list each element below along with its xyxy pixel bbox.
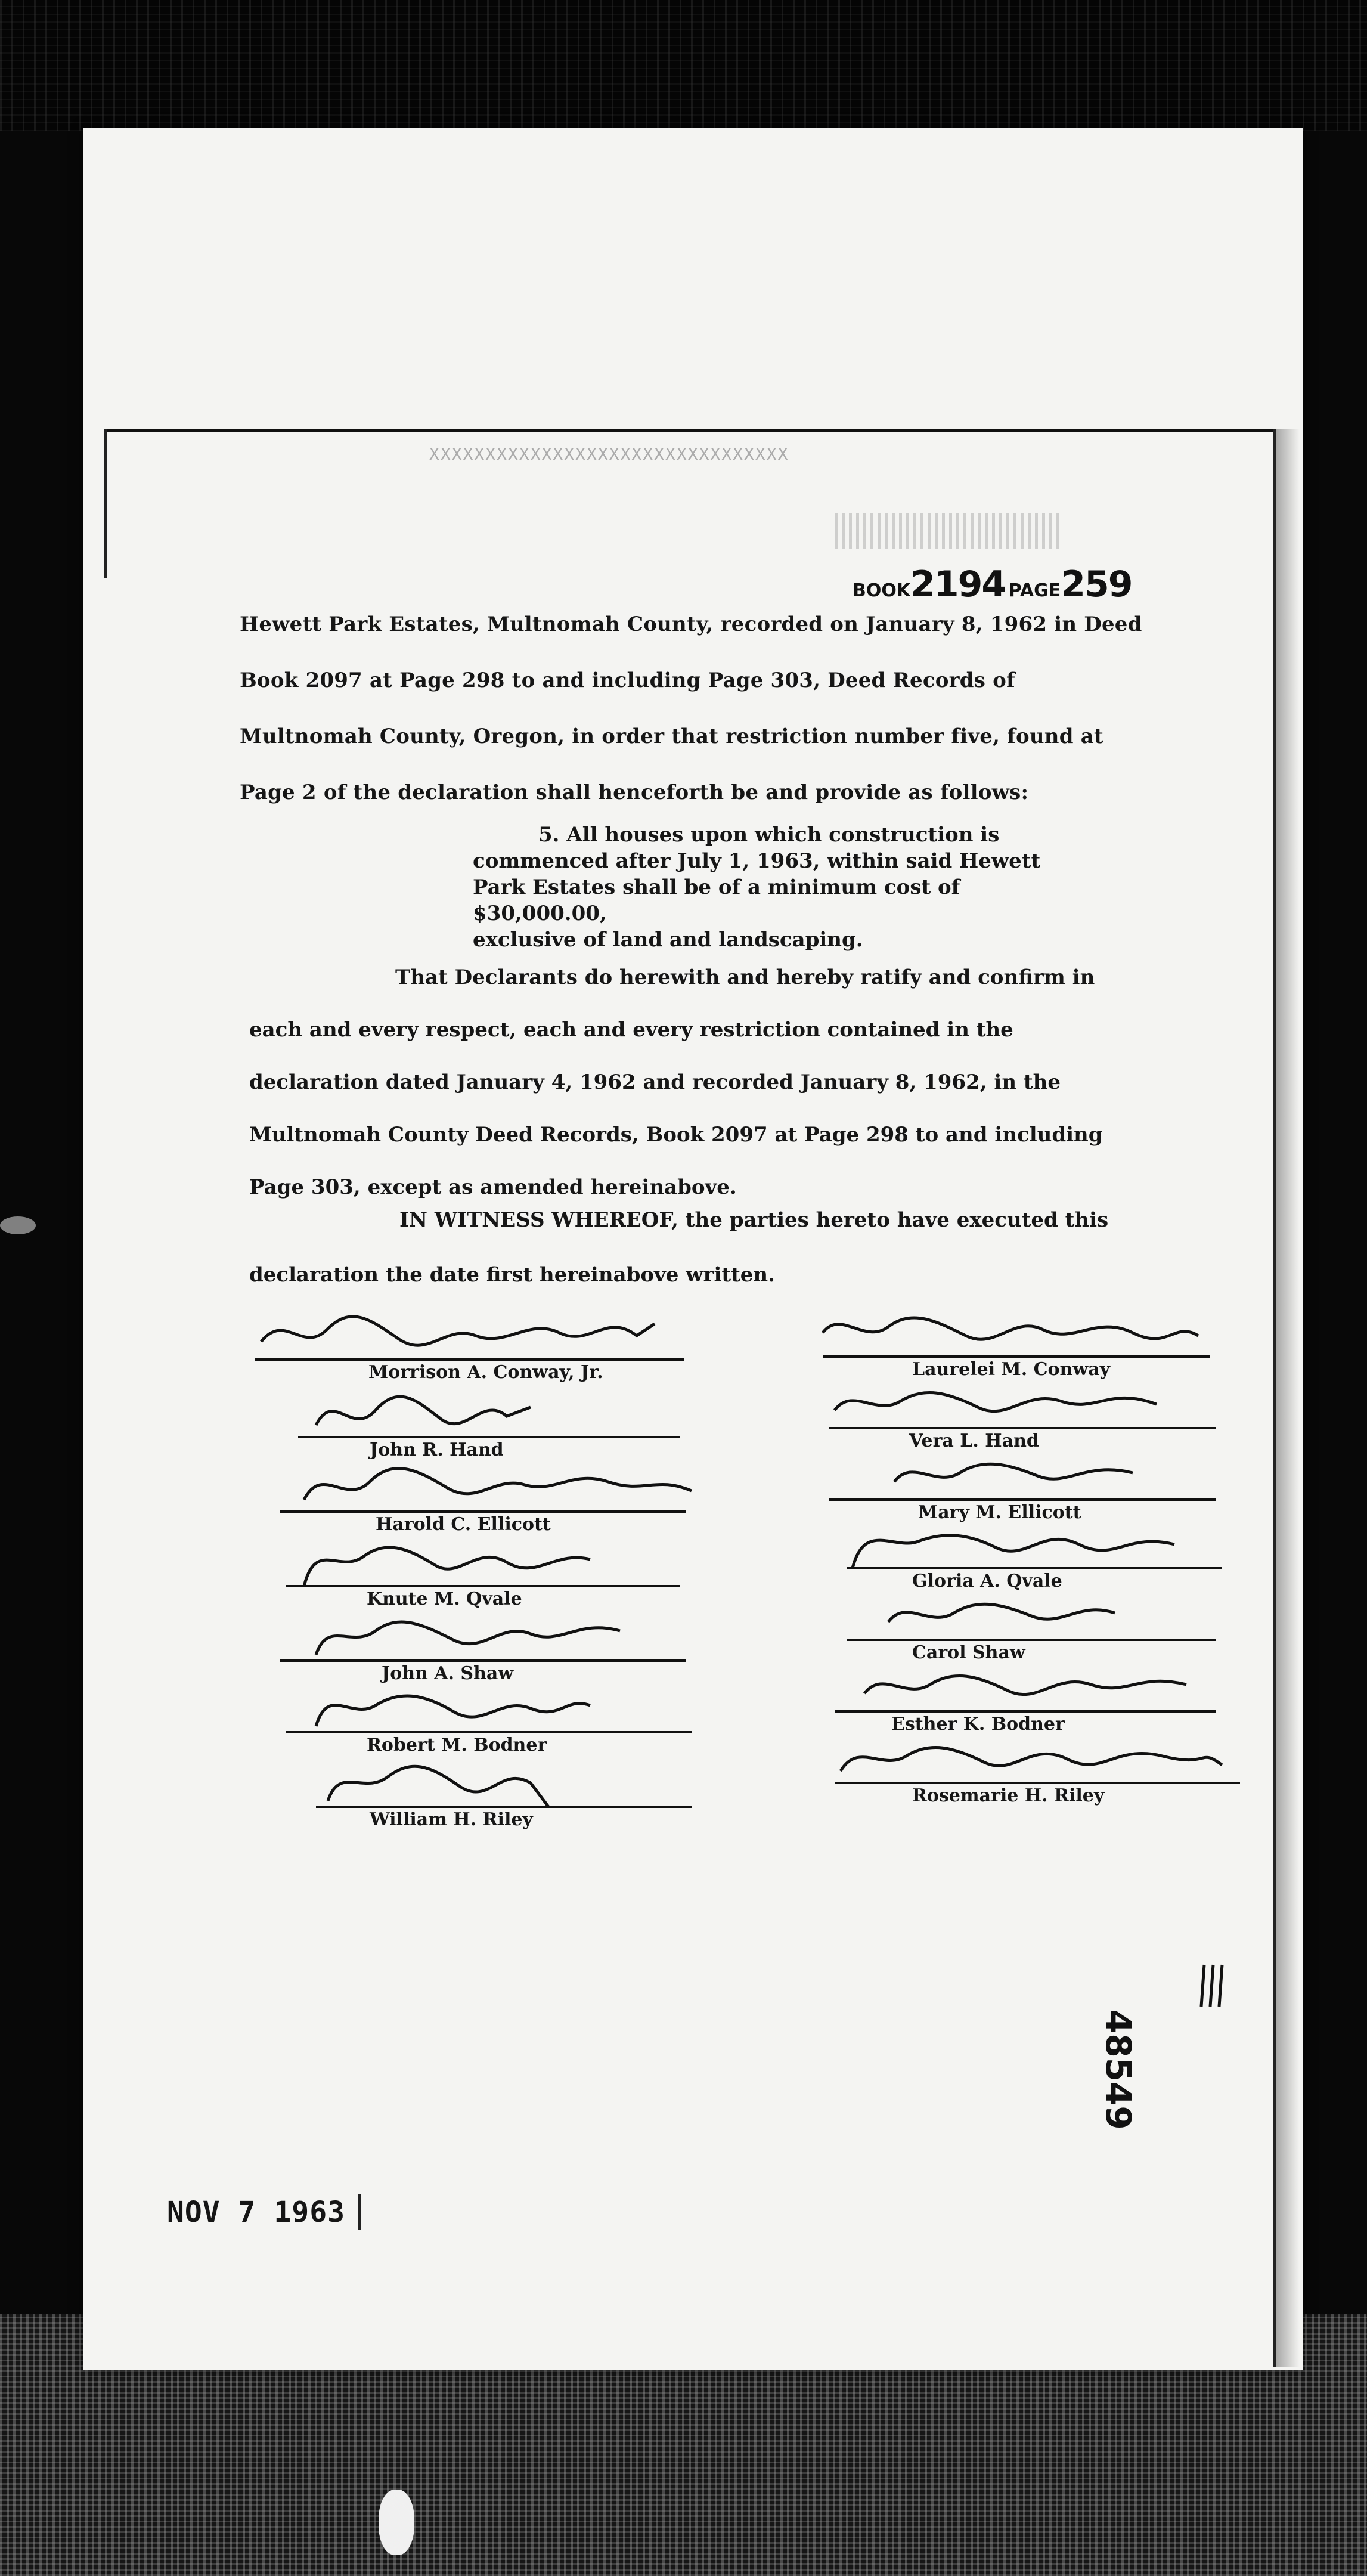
tally-marks bbox=[1198, 1962, 1234, 2010]
handwritten-signature bbox=[249, 1306, 678, 1366]
handwritten-signature bbox=[274, 1607, 680, 1667]
signatory-name: Morrison A. Conway, Jr. bbox=[368, 1362, 603, 1383]
signature-line bbox=[255, 1358, 684, 1361]
handwritten-signature bbox=[280, 1679, 686, 1738]
signature-line bbox=[847, 1639, 1216, 1641]
handwritten-signature bbox=[829, 1658, 1210, 1717]
signature-block bbox=[316, 1765, 692, 1849]
signatory-name: John R. Hand bbox=[370, 1439, 504, 1460]
restriction-line-1: 5. All houses upon which construction is bbox=[538, 823, 1000, 847]
page-top-edge bbox=[104, 429, 1276, 432]
scan-artifact bbox=[0, 1216, 36, 1234]
ratify-paragraph bbox=[249, 951, 1132, 1213]
page-edge-shadow bbox=[1276, 429, 1300, 2367]
handwritten-signature bbox=[841, 1586, 1210, 1646]
restriction-line-4: exclusive of land and landscaping. bbox=[473, 928, 863, 952]
signature-line bbox=[835, 1782, 1240, 1784]
restriction-five bbox=[473, 822, 1093, 953]
restriction-line-2: commenced after July 1, 1963, within said Hewett bbox=[473, 849, 1041, 873]
signatory-name: Knute M. Qvale bbox=[367, 1589, 522, 1609]
opening-paragraph bbox=[240, 596, 1146, 821]
signature-line bbox=[829, 1498, 1216, 1501]
handwritten-signature bbox=[292, 1383, 674, 1443]
signature-line bbox=[280, 1659, 686, 1662]
signatory-name: Laurelei M. Conway bbox=[912, 1359, 1111, 1380]
page-number: 259 bbox=[1061, 564, 1132, 605]
signature-line bbox=[316, 1806, 692, 1808]
book-label: BOOK bbox=[853, 580, 911, 601]
handwritten-signature bbox=[823, 1446, 1210, 1506]
signature-line bbox=[286, 1731, 692, 1733]
book-number: 2194 bbox=[910, 564, 1006, 605]
handwritten-signature bbox=[823, 1374, 1210, 1434]
paragraph-1: Hewett Park Estates, Multnomah County, recorded on January 8, 1962 in Deed Book 2097 at Page 298 to and including Page 303, Deed Records of Multnomah County, Oregon, in order that restriction number five, found at Page 2 of the declaration shall henceforth be and provide as follows: bbox=[240, 612, 1142, 804]
signatory-name: Harold C. Ellicott bbox=[376, 1514, 551, 1535]
handwritten-signature bbox=[817, 1303, 1204, 1363]
signature-block bbox=[835, 1741, 1240, 1825]
page-right-edge bbox=[1273, 429, 1276, 2367]
signatory-name: Robert M. Bodner bbox=[367, 1735, 547, 1755]
document-number: 48549 bbox=[1098, 2010, 1139, 2130]
witness-text: IN WITNESS WHEREOF, the parties hereto have executed this declaration the date first hereinabove written. bbox=[249, 1208, 1109, 1287]
scan-top-border bbox=[0, 0, 1367, 131]
bleed-through-blot bbox=[835, 513, 1061, 549]
signatory-name: William H. Riley bbox=[370, 1809, 533, 1830]
page-label: PAGE bbox=[1008, 580, 1061, 601]
signatory-name: Carol Shaw bbox=[912, 1642, 1025, 1663]
signature-line bbox=[823, 1355, 1210, 1358]
signatory-name: Esther K. Bodner bbox=[891, 1714, 1065, 1735]
signature-line bbox=[829, 1427, 1216, 1429]
signatory-name: John A. Shaw bbox=[382, 1663, 514, 1684]
page-left-edge bbox=[104, 429, 107, 578]
signatory-name: Rosemarie H. Riley bbox=[912, 1785, 1105, 1806]
signatory-name: Gloria A. Qvale bbox=[912, 1571, 1062, 1592]
signature-line bbox=[280, 1510, 686, 1513]
signatory-name: Vera L. Hand bbox=[909, 1431, 1039, 1451]
signature-line bbox=[847, 1567, 1222, 1569]
signature-line bbox=[286, 1585, 680, 1587]
signatory-name: Mary M. Ellicott bbox=[918, 1502, 1081, 1523]
bleed-through-stamp: XXXXXXXXXXXXXXXXXXXXXXXXXXXXXXXX bbox=[429, 444, 789, 464]
handwritten-signature bbox=[274, 1458, 727, 1518]
filing-date-stamp: NOV 7 1963 bbox=[167, 2194, 361, 2230]
scan-artifact bbox=[379, 2490, 414, 2555]
witness-clause bbox=[249, 1193, 1132, 1302]
restriction-line-3: Park Estates shall be of a minimum cost of $30,000.00, bbox=[473, 875, 960, 925]
signature-line bbox=[298, 1436, 680, 1438]
signature-line bbox=[835, 1710, 1216, 1713]
paragraph-2: That Declarants do herewith and hereby ratify and confirm in each and every respect, each and every restriction contained in the declaration dated January 4, 1962 and recorded January 8, 1962, in the Multnomah County Deed Records, Book 2097 at Page 298 to and including Page 303, except as amended hereinabove. bbox=[249, 965, 1103, 1199]
